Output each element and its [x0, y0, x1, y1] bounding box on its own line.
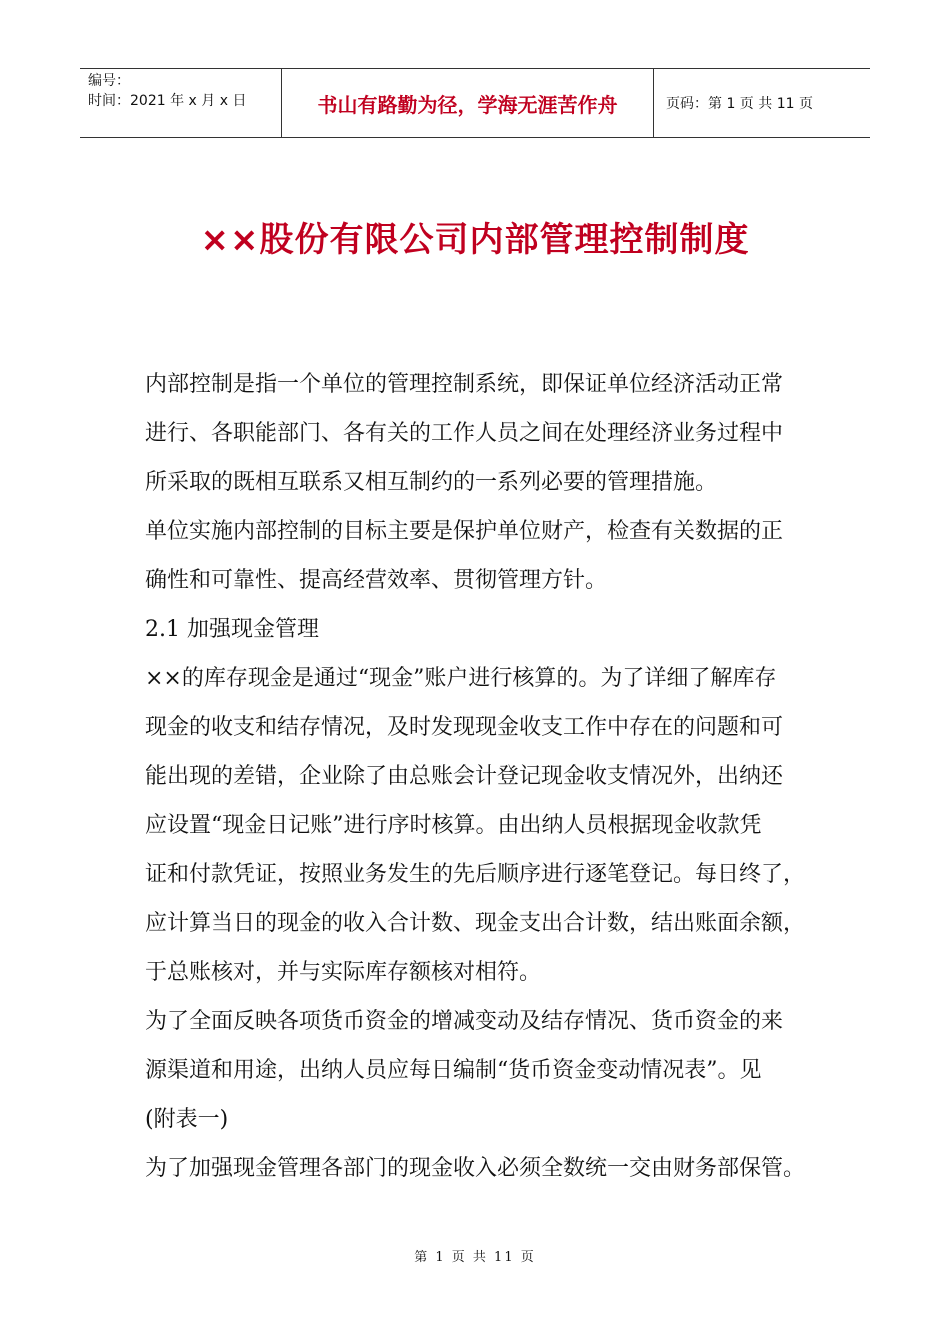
page-footer: 第 1 页 共 11 页 [414, 1250, 536, 1265]
text-line: 为了加强现金管理各部门的现金收入必须全数统一交由财务部保管。 [145, 1156, 806, 1181]
document-title: ××股份有限公司内部管理控制制度 [200, 220, 750, 260]
header-motto: 书山有路勤为径，学海无涯苦作舟 [282, 69, 654, 137]
text-line: 单位实施内部控制的目标主要是保护单位财产，检查有关数据的正 [145, 519, 784, 544]
text-line: 2.1 加强现金管理 [145, 617, 319, 642]
text-line: 源渠道和用途，出纳人员应每日编制“货币资金变动情况表”。见 [145, 1058, 762, 1083]
header-page-info: 页码：第 1 页 共 11 页 [666, 96, 813, 112]
text-line: 内部控制是指一个单位的管理控制系统，即保证单位经济活动正常 [145, 372, 784, 397]
text-line: 所采取的既相互联系又相互制约的一系列必要的管理措施。 [145, 470, 718, 495]
header-meta [80, 69, 282, 137]
section-heading [145, 605, 825, 654]
text-line: 应设置“现金日记账”进行序时核算。由出纳人员根据现金收款凭 [145, 813, 762, 838]
text-line: (附表一) [145, 1107, 229, 1132]
text-line: 应计算当日的现金的收入合计数、现金支出合计数，结出账面余额， [145, 911, 806, 936]
paragraph [145, 507, 825, 605]
paragraph [145, 654, 825, 997]
text-line: 证和付款凭证，按照业务发生的先后顺序进行逐笔登记。每日终了， [145, 862, 806, 887]
header-table [80, 68, 870, 138]
text-line: 现金的收支和结存情况，及时发现现金收支工作中存在的问题和可 [145, 715, 784, 740]
number-label: 编号： [88, 73, 130, 89]
time-label: 时间：2021 年 x 月 x 日 [88, 93, 247, 109]
paragraph [145, 1144, 825, 1193]
text-line: ××的库存现金是通过“现金”账户进行核算的。为了详细了解库存 [145, 666, 777, 691]
document-body [145, 360, 825, 1193]
text-line: 进行、各职能部门、各有关的工作人员之间在处理经济业务过程中 [145, 421, 784, 446]
text-line: 能出现的差错，企业除了由总账会计登记现金收支情况外，出纳还 [145, 764, 784, 789]
paragraph [145, 997, 825, 1144]
paragraph [145, 360, 825, 507]
text-line: 确性和可靠性、提高经营效率、贯彻管理方针。 [145, 568, 608, 593]
text-line: 为了全面反映各项货币资金的增减变动及结存情况、货币资金的来 [145, 1009, 784, 1034]
text-line: 于总账核对，并与实际库存额核对相符。 [145, 960, 542, 985]
